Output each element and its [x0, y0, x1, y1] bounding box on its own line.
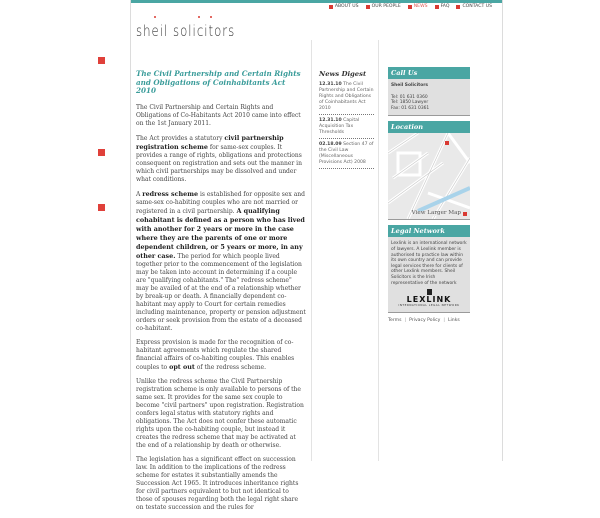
article-title: The Civil Partnership and Certain Rights and Obligations of Coinhabitants Act 2010: [136, 69, 301, 95]
separator: |: [404, 318, 407, 324]
logo-text: sheil solicitors: [136, 22, 236, 40]
nav-our-people[interactable]: OUR PEOPLE: [366, 4, 401, 9]
news-item[interactable]: 02.18.09 Section 47 of the Civil Law (Miscellaneous Provisions Act) 2008: [319, 141, 374, 169]
column-divider: [311, 40, 312, 461]
logo-dots: [136, 16, 263, 20]
page-container: [130, 0, 503, 511]
decorative-square: [98, 204, 105, 211]
footer-link-terms[interactable]: Terms: [388, 318, 402, 324]
decorative-square: [98, 57, 105, 64]
article-paragraph: A redress scheme is established for opposite sex and same-sex co-habiting couples who are not married or registered in a civil partnership. A qualifying cohabitant is defined as a person who has lived with another for 2 years or more in the case where they are the parents of one or more dependent children, or 5 years or more, in any other case. The period for which people lived together prior to the commencement of the legislation may be taken into account in determining if a couple are "qualifying cohabitants." The" redress scheme" may be availed of at the end of a relationship whether by break-up or death. A financially dependent co-habitant may apply to Court for certain remedies including maintenance, property or pension adjustment orders or seek provision from the estate of a deceased co-habitant.: [136, 189, 306, 332]
location-map[interactable]: [388, 133, 470, 219]
article-paragraph: Unlike the redress scheme the Civil Partnership registration scheme is only available to persons of the same sex. It provides for the same sex couple to become "civil partners" upon registration. Registration confers legal status with statutory rights and obligations. The Act does not confer these automatic rights upon the co-habiting couple, but instead it creates the redress scheme that may be activated at the end of a relationship by death or otherwise.: [136, 377, 304, 449]
call-us-box: [388, 67, 470, 116]
footer-link-links[interactable]: Links: [447, 318, 460, 324]
decorative-square: [98, 149, 105, 156]
street-map-graphic: [388, 133, 470, 219]
lexlink-logo[interactable]: LEXLINK INTERNATIONAL LEGAL NETWORK: [391, 289, 467, 308]
view-larger-map-link[interactable]: View Larger Map: [412, 211, 467, 217]
article-paragraph: The Act provides a statutory civil partnership registration scheme for same-sex couples. It provides a range of rights, obligations and protections consequent on registration and sets out the manner in which civil partnerships may be dissolved and under what conditions.: [136, 133, 302, 183]
firm-name: Sheil Solicitors: [391, 83, 428, 88]
nav-faq[interactable]: FAQ: [435, 4, 450, 9]
article-paragraph: The legislation has a significant effect on succession law. In addition to the implications of the redress scheme for estates it substantially amends the Succession Act 1965. It introduces inheritance rights for civil partners equivalent to but not identical to those of spouses regarding both the legal right share on testate succession and the rules for: [136, 455, 299, 511]
fax-number: Fax: 01 631 0361: [391, 105, 430, 111]
top-nav: [329, 4, 492, 9]
site-logo[interactable]: [136, 16, 263, 40]
news-item[interactable]: 12.31.10 Capital Acquisition Tax Thresholds: [319, 117, 374, 139]
news-item[interactable]: 12.31.10 The Civil Partnership and Certain Rights and Obligations of Coinhabitants Act 2010: [319, 81, 374, 115]
top-accent-bar: [131, 0, 502, 3]
bullet-square-icon: [329, 5, 333, 9]
article: [136, 70, 306, 518]
footer-links: [388, 318, 470, 324]
legal-network-box: [388, 225, 470, 313]
news-digest: [319, 71, 374, 171]
news-digest-title: News Digest: [319, 70, 367, 78]
bullet-square-icon: [456, 5, 460, 9]
nav-news[interactable]: NEWS: [408, 4, 428, 9]
legal-network-title: Legal Network: [388, 225, 470, 237]
telephone-2: Tel: 1850 Lawyer: [391, 100, 429, 106]
footer-link-privacy-policy[interactable]: Privacy Policy: [409, 318, 441, 324]
call-us-title: Call Us: [388, 67, 470, 79]
column-divider: [378, 40, 379, 461]
sidebar: [388, 67, 470, 324]
legal-network-text: Lexlink is an international network of lawyers. A Lexlink member is authorised to practice law within its own country and can provide legal services there for clients of other Lexlink members. Sheil Solicitors is the Irish representative of the network: [391, 241, 467, 286]
bullet-square-icon: [463, 212, 467, 216]
article-paragraph: Express provision is made for the recognition of co-habitant agreements which regulate the shared financial affairs of co-habiting couples. This enables couples to opt out of the redress scheme.: [136, 338, 295, 371]
nav-contact-us[interactable]: CONTACT US: [456, 4, 492, 9]
nav-about-us[interactable]: ABOUT US: [329, 4, 359, 9]
location-box: [388, 121, 470, 220]
article-paragraph: The Civil Partnership and Certain Rights and Obligations of Co-Habitants Act 2010 came into effect on the 1st January 2011.: [136, 103, 301, 127]
bullet-square-icon: [435, 5, 439, 9]
bullet-square-icon: [408, 5, 412, 9]
telephone-1: Tel: 01 631 0360: [391, 94, 428, 100]
separator: |: [443, 318, 445, 324]
bullet-square-icon: [366, 5, 370, 9]
location-title: Location: [388, 121, 470, 133]
